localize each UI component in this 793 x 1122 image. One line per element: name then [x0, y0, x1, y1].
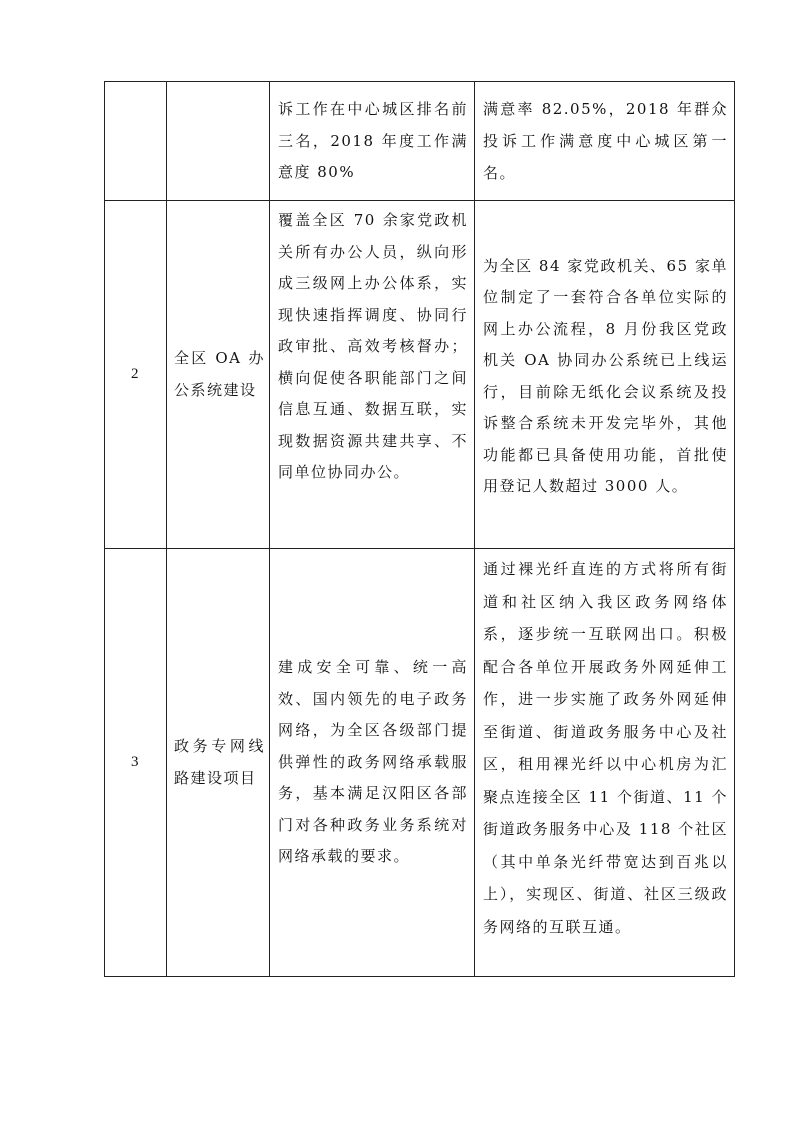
project-progress-cell: 满意率 82.05%，2018 年群众投诉工作满意度中心城区第一名。 [475, 82, 735, 201]
project-name-cell: 全区 OA 办公系统建设 [167, 201, 270, 549]
project-goal-cell: 诉工作在中心城区排名前三名，2018 年度工作满意度 80% [270, 82, 475, 201]
project-goal-cell: 覆盖全区 70 余家党政机关所有办公人员，纵向形成三级网上办公体系，实现快速指挥调度、协同行政审批、高效考核督办；横向促使各职能部门之间信息互通、数据互联，实现数据资源共建共享、不同单位协同办公。 [270, 201, 475, 549]
project-goal-cell: 建成安全可靠、统一高效、国内领先的电子政务网络，为全区各级部门提供弹性的政务网络承载服务，基本满足汉阳区各部门对各种政务业务系统对网络承载的要求。 [270, 549, 475, 977]
project-name-cell [167, 82, 270, 201]
table-row [105, 549, 735, 977]
project-progress-cell: 通过裸光纤直连的方式将所有街道和社区纳入我区政务网络体系，逐步统一互联网出口。积极配合各单位开展政务外网延伸工作，进一步实施了政务外网延伸至街道、街道政务服务中心及社区，租用裸光纤以中心机房为汇聚点连接全区 11 个街道、11 个街道政务服务中心及 118 个社区（其中单条光纤带宽达到百兆以上），实现区、街道、社区三级政务网络的互联互通。 [475, 549, 735, 977]
project-progress-cell: 为全区 84 家党政机关、65 家单位制定了一套符合各单位实际的网上办公流程，8 月份我区党政机关 OA 协同办公系统已上线运行，目前除无纸化会议系统及投诉整合系统未开发完毕外，其他功能都已具备使用功能，首批使用登记人数超过 3000 人。 [475, 201, 735, 549]
row-number-cell: 3 [105, 549, 167, 977]
project-name-cell: 政务专网线路建设项目 [167, 549, 270, 977]
table-row [105, 201, 735, 549]
table-row [105, 82, 735, 201]
project-table [104, 81, 735, 977]
row-number-cell: 2 [105, 201, 167, 549]
row-number-cell [105, 82, 167, 201]
